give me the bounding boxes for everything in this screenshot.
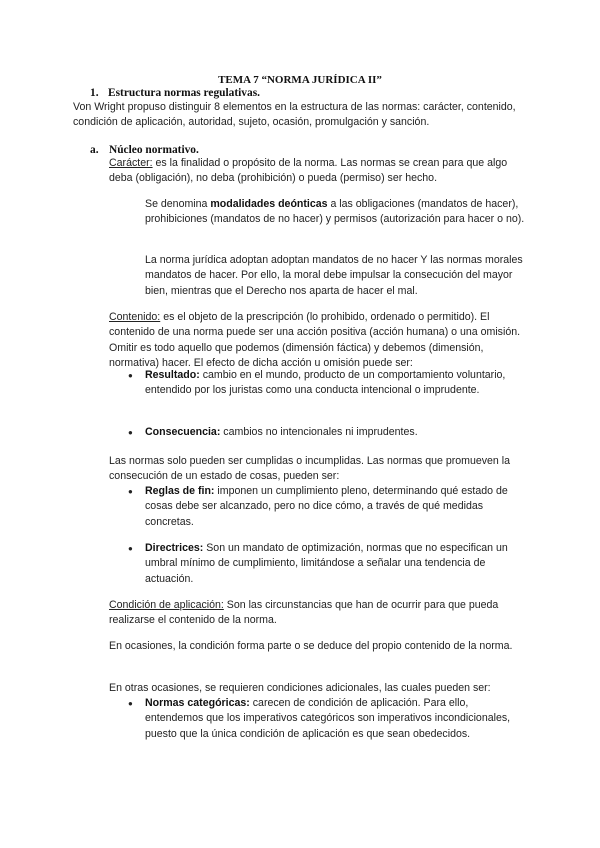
list-item-label: Directrices: bbox=[145, 542, 204, 554]
section-heading-text: Estructura normas regulativas. bbox=[108, 87, 260, 99]
list-item-label: Normas categóricas: bbox=[145, 697, 250, 709]
bullet-icon: ● bbox=[128, 428, 133, 437]
bullet-icon: ● bbox=[128, 371, 133, 380]
caracter-paragraph bbox=[109, 156, 527, 187]
list-item-text bbox=[145, 696, 527, 742]
modalidades-bold: modalidades deónticas bbox=[210, 198, 328, 210]
condicion-paragraph bbox=[109, 598, 527, 629]
norma-juridica-paragraph: La norma jurídica adoptan adoptan mandatos de no hacer Y las normas morales mandatos de hacer. Por ello, la moral debe impulsar la consecución del mayor bien, mientras que el Derecho nos aparta de hacer el mal. bbox=[145, 254, 523, 297]
list-item-label: Consecuencia: bbox=[145, 426, 221, 438]
modalidades-pre: Se denomina bbox=[145, 198, 211, 210]
condicion-label: Condición de aplicación: bbox=[109, 599, 224, 611]
contenido-label: Contenido: bbox=[109, 311, 161, 323]
section-number: 1. bbox=[90, 87, 99, 99]
document-title: TEMA 7 “NORMA JURÍDICA II” bbox=[218, 74, 382, 86]
caracter-label: Carácter: bbox=[109, 157, 153, 169]
bullet-icon: ● bbox=[128, 487, 133, 496]
condicion-text: Son las circunstancias que han de ocurrir para que pueda realizarse el contenido de la norma. bbox=[109, 599, 499, 627]
list-item-body: cambio en el mundo, producto de un comportamiento voluntario, entendido por los juristas como una conducta intencional o imprudente. bbox=[145, 369, 506, 397]
list-item-body: imponen un cumplimiento pleno, determinando qué estado de cosas debe ser alcanzado, pero no dice cómo, a través de qué medidas concretas. bbox=[145, 485, 508, 528]
list-item-text bbox=[145, 425, 527, 440]
intro-paragraph: Von Wright propuso distinguir 8 elementos en la estructura de las normas: carácter, contenido, condición de aplicación, autoridad, sujeto, ocasión, promulgación y sanción. bbox=[73, 101, 516, 129]
list-item-text bbox=[145, 484, 527, 530]
caracter-text: es la finalidad o propósito de la norma. Las normas se crean para que algo deba (obligación), no deba (prohibición) o pueda (permiso) ser hecho. bbox=[109, 157, 508, 185]
bullet-icon: ● bbox=[128, 699, 133, 708]
en-ocasiones-paragraph: En ocasiones, la condición forma parte o se deduce del propio contenido de la norma. bbox=[109, 640, 513, 652]
list-item-text bbox=[145, 368, 527, 399]
contenido-text: es el objeto de la prescripción (lo prohibido, ordenado o permitido). El contenido de una norma puede ser una acción positiva (acción humana) o una omisión. Omitir es todo aquello que podemos (dimensión fáctica) y debemos (dimensión, normativa) hacer. El efecto de dicha acción u omisión puede ser: bbox=[109, 311, 521, 369]
section-heading-1 bbox=[90, 86, 260, 101]
en-otras-paragraph: En otras ocasiones, se requieren condiciones adicionales, las cuales pueden ser: bbox=[109, 682, 491, 694]
list-item-body: Son un mandato de optimización, normas que no especifican un umbral mínimo de cumplimiento, limitándose a señalar una tendencia de actuación. bbox=[145, 542, 508, 585]
contenido-paragraph bbox=[109, 310, 527, 371]
list-item-body: carecen de condición de aplicación. Para ello, entendemos que los imperativos categóricos son imperativos incondicionales, puesto que la única condición de aplicación es que sean obedecidos. bbox=[145, 697, 511, 740]
list-item-label: Resultado: bbox=[145, 369, 200, 381]
list-item-body: cambios no intencionales ni imprudentes. bbox=[220, 426, 418, 438]
cumplidas-paragraph: Las normas solo pueden ser cumplidas o incumplidas. Las normas que promueven la consecución de un estado de cosas, pueden ser: bbox=[109, 455, 511, 483]
modalidades-paragraph bbox=[145, 197, 527, 228]
modalidades-post: a las obligaciones (mandatos de hacer), prohibiciones (mandatos de no hacer) y permisos (autorización para hacer o no). bbox=[145, 198, 525, 226]
list-item-label: Reglas de fin: bbox=[145, 485, 215, 497]
list-item-text bbox=[145, 541, 527, 587]
subsection-letter: a. bbox=[90, 144, 99, 156]
bullet-icon: ● bbox=[128, 544, 133, 553]
subsection-heading-text: Núcleo normativo. bbox=[109, 144, 199, 156]
